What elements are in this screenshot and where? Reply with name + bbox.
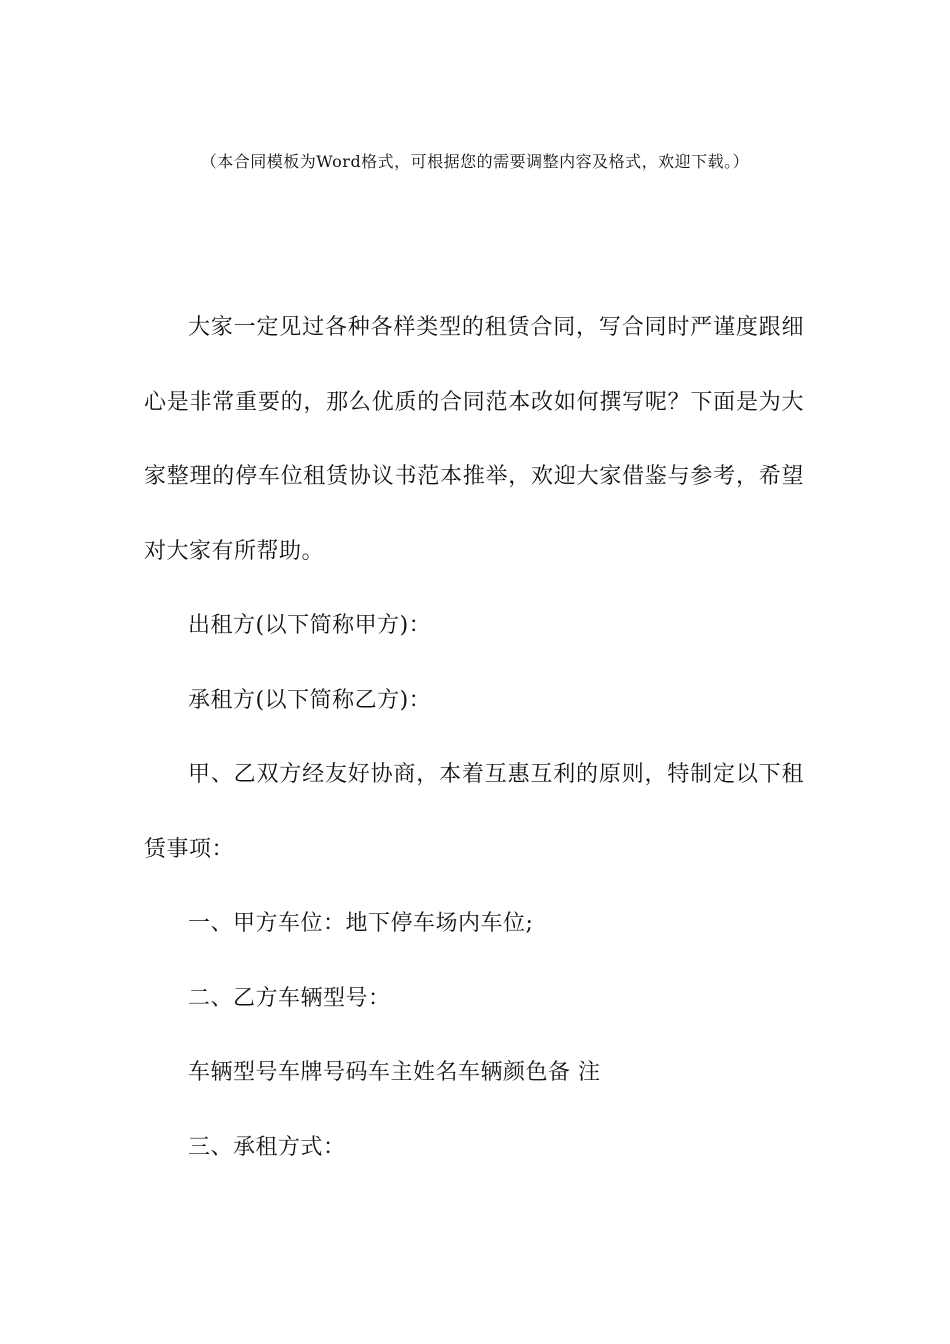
vehicle-table-header: 车辆型号车牌号码车主姓名车辆颜色备 注 [188,1060,601,1085]
lessee-line: 承租方(以下简称乙方)： [188,687,432,713]
clause-1: 一、甲方车位：地下停车场内车位; [188,911,534,936]
template-note: （本合同模板为Word格式，可根据您的需要调整内容及格式，欢迎下载。） [200,152,750,171]
lessor-line: 出租方(以下简称甲方)： [188,613,432,638]
agreement-paragraph: 甲、乙双方经友好协商，本着互惠互利的原则，特制定以下租赁事项： [144,762,804,862]
contract-body [144,291,804,1185]
clause-2: 二、乙方车辆型号： [188,985,391,1011]
clause-3: 三、承租方式： [188,1134,346,1160]
intro-paragraph: 大家一定见过各种各样类型的租赁合同，写合同时严谨度跟细心是非常重要的，那么优质的合同范本改如何撰写呢？下面是为大家整理的停车位租赁协议书范本推举，欢迎大家借鉴与参考，希望对大家有所帮助。 [144,315,804,564]
